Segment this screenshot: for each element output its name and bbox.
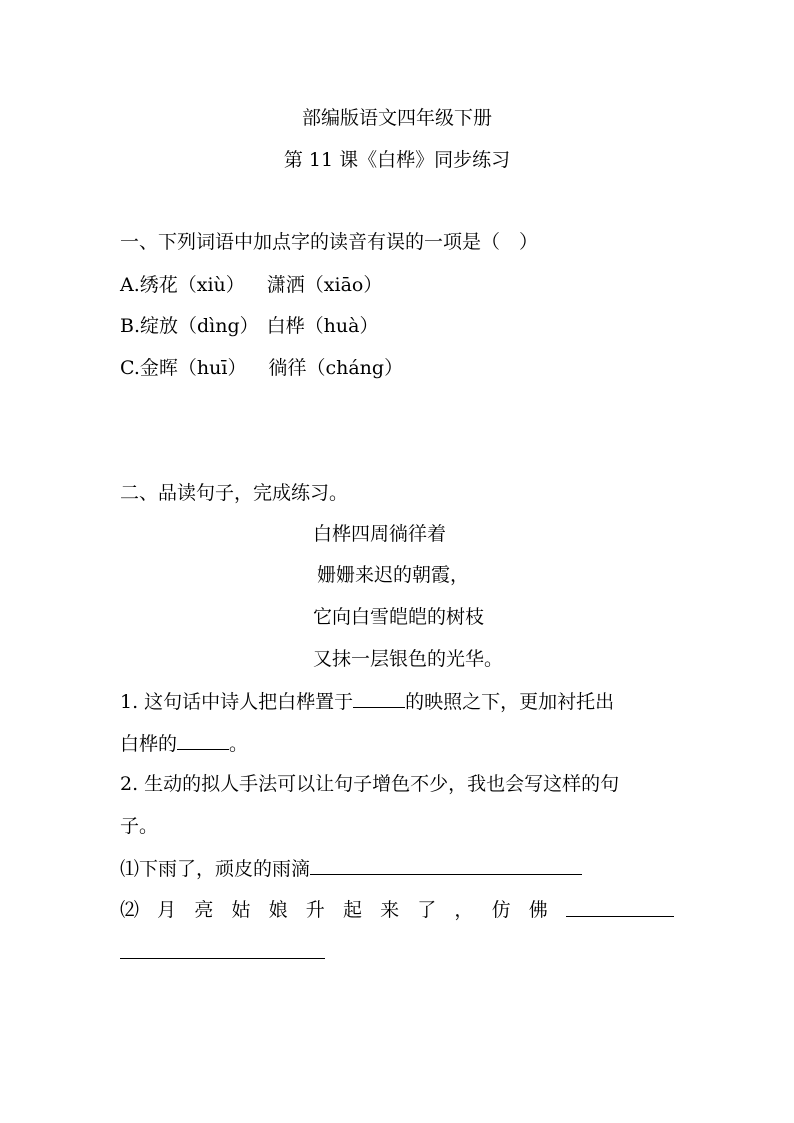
sub-item-1-text: ⑴下雨了，顽皮的雨滴 — [120, 858, 311, 880]
char: 娘 — [268, 899, 288, 921]
option-word-1: 金晖（huī） — [139, 357, 247, 379]
option-word-1: 绣花（xiù） — [139, 274, 245, 296]
item-1-text-c: 白桦的 — [120, 733, 178, 755]
option-word-2: 徜徉（cháng） — [268, 357, 404, 379]
item-1-text-b: 的映照之下，更加衬托出 — [405, 691, 615, 713]
answer-blank[interactable] — [310, 856, 582, 875]
option-word-2: 潇洒（xiāo） — [266, 274, 383, 296]
char: ， — [454, 899, 474, 921]
char: 仿 — [491, 899, 511, 921]
char: 了 — [417, 899, 437, 921]
option-letter: B. — [120, 315, 141, 337]
item-1-text-d: 。 — [229, 733, 249, 755]
lesson-subtitle: 第 11 课《白桦》同步练习 — [283, 149, 511, 171]
item-2-line-2: 子。 — [120, 815, 159, 837]
poem-line-4: 又抹一层银色的光华。 — [313, 648, 504, 670]
document-title: 部编版语文四年级下册 — [301, 107, 492, 129]
answer-blank[interactable] — [566, 898, 674, 917]
char: 亮 — [194, 899, 214, 921]
item-1-text-a: 1. 这句话中诗人把白桦置于 — [120, 691, 354, 713]
option-c — [120, 356, 403, 380]
char: 升 — [305, 899, 325, 921]
sub-item-2-text — [120, 898, 674, 922]
option-b — [120, 314, 378, 338]
option-a — [120, 273, 382, 297]
poem-line-2: 姗姗来迟的朝霞， — [317, 564, 470, 586]
char: 来 — [380, 899, 400, 921]
char: 月 — [157, 899, 177, 921]
char: ⑵ — [120, 899, 140, 921]
option-word-1: 绽放（dìng） — [140, 315, 259, 337]
answer-blank-continued[interactable] — [120, 958, 325, 959]
option-letter: C. — [120, 357, 140, 379]
char: 姑 — [231, 899, 251, 921]
sub-item-1 — [120, 856, 582, 881]
answer-blank[interactable] — [177, 731, 229, 750]
question-2-stem: 二、品读句子，完成练习。 — [120, 482, 349, 504]
char: 起 — [342, 899, 362, 921]
item-1-line-2 — [120, 731, 248, 756]
poem-line-3: 它向白雪皑皑的树枝 — [313, 606, 485, 628]
option-word-2: 白桦（huà） — [266, 315, 379, 337]
poem-line-1: 白桦四周徜徉着 — [313, 523, 447, 545]
item-1-line-1 — [120, 689, 614, 714]
item-2-line-1: 2. 生动的拟人手法可以让句子增色不少，我也会写这样的句 — [120, 773, 620, 795]
sub-item-2 — [120, 898, 674, 922]
char: 佛 — [528, 899, 548, 921]
option-letter: A. — [120, 274, 140, 296]
answer-blank[interactable] — [353, 689, 405, 708]
question-1-stem: 一、下列词语中加点字的读音有误的一项是（ ） — [120, 231, 539, 253]
